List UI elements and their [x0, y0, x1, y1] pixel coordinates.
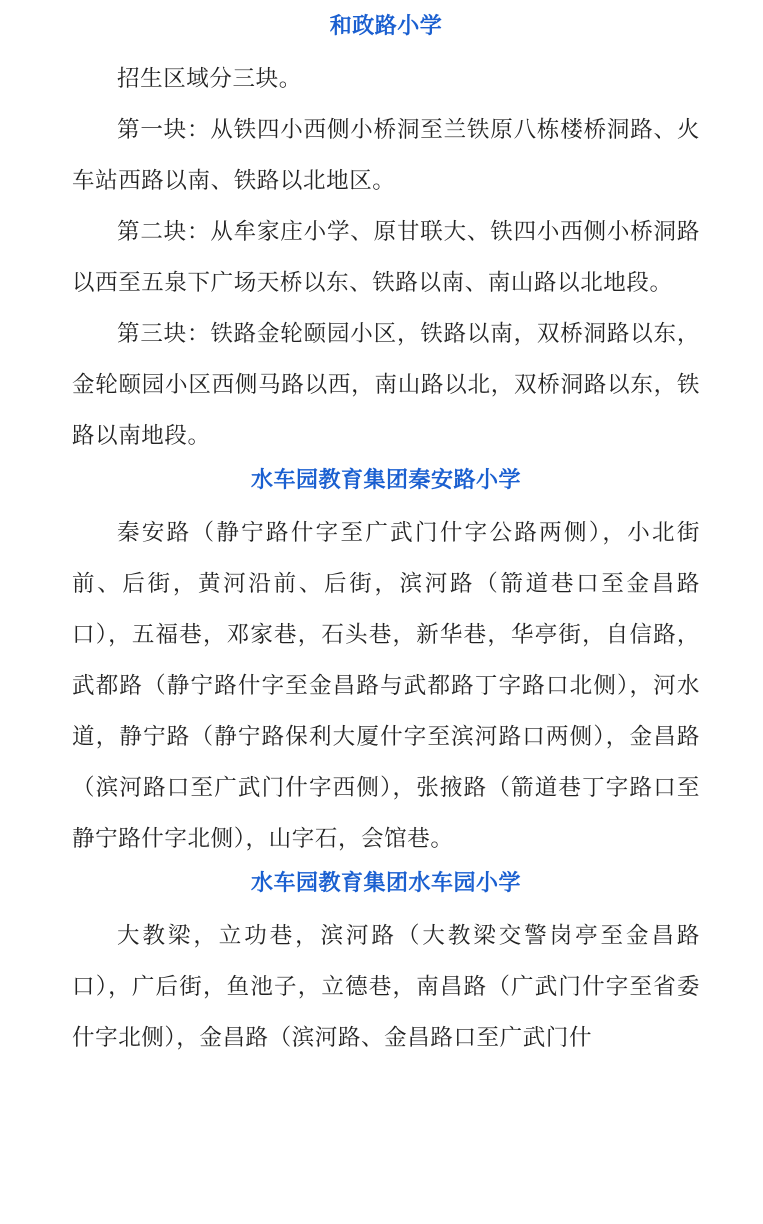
section-shuicheyuan-school [72, 865, 700, 1064]
paragraph: 第一块：从铁四小西侧小桥洞至兰铁原八栋楼桥洞路、火车站西路以南、铁路以北地区。 [72, 117, 700, 194]
section-hezheng-school [72, 8, 700, 462]
paragraph: 秦安路（静宁路什字至广武门什字公路两侧），小北街前、后街，黄河沿前、后街，滨河路（箭道巷口至金昌路口），五福巷，邓家巷，石头巷，新华巷，华亭街，自信路，武都路（静宁路什字至金昌路与武都路丁字路口北侧），河水道，静宁路（静宁路保利大厦什字至滨河路口两侧），金昌路（滨河路口至广武门什字西侧），张掖路（箭道巷丁字路口至静宁路什字北侧），山字石，会馆巷。 [72, 520, 700, 852]
document-content [72, 8, 700, 1064]
section-qinan-school [72, 462, 700, 865]
paragraph: 第二块：从牟家庄小学、原甘联大、铁四小西侧小桥洞路以西至五泉下广场天桥以东、铁路以南、南山路以北地段。 [72, 219, 700, 296]
section-title: 水车园教育集团秦安路小学 [250, 468, 521, 493]
section-title: 和政路小学 [329, 14, 443, 39]
paragraph: 招生区域分三块。 [117, 66, 302, 92]
paragraph: 第三块：铁路金轮颐园小区，铁路以南，双桥洞路以东，金轮颐园小区西侧马路以西，南山路以北，双桥洞路以东，铁路以南地段。 [72, 321, 700, 449]
paragraph: 大教梁，立功巷，滨河路（大教梁交警岗亭至金昌路口），广后街，鱼池子，立德巷，南昌路（广武门什字至省委什字北侧），金昌路（滨河路、金昌路口至广武门什 [72, 923, 700, 1051]
section-title: 水车园教育集团水车园小学 [250, 871, 521, 896]
